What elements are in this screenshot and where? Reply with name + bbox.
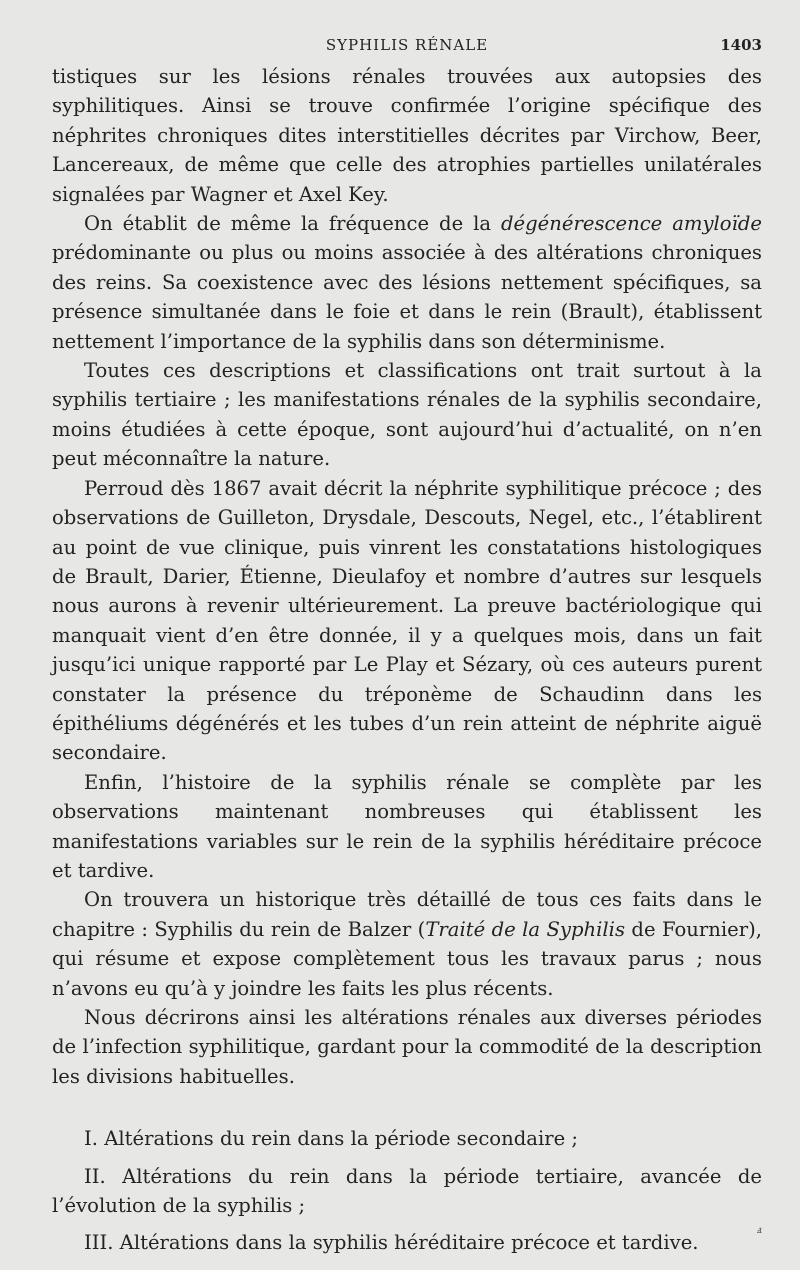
paragraph-1 <box>52 62 762 209</box>
page-number: 1403 <box>720 36 762 54</box>
list-item-3: III. Altérations dans la syphilis héréditaire précoce et tardive. <box>84 1231 699 1255</box>
paragraph-3 <box>52 356 762 474</box>
list-item-1: I. Altérations du rein dans la période secondaire ; <box>84 1127 578 1151</box>
text-run: Perroud dès 1867 avait décrit la néphrite syphilitique précoce ; des observations de Guilleton, Drysdale, Descouts, Negel, etc., l’établirent au point de vue clinique, puis vinrent les constatations histologiques de Brault, Darier, Étienne, Dieulafoy et nombre d’autres sur lesquels nous aurons à revenir ultérieurement. La preuve bactériologique qui manquait vient d’en être donnée, il y a quelques mois, dans un fait jusqu’ici unique rapporté par Le Play et Sézary, où ces auteurs purent constater la présence du tréponème de Schaudinn dans les épithéliums dégénérés et les tubes d’un rein atteint de néphrite aiguë secondaire. <box>52 476 762 765</box>
body-text <box>52 62 762 1266</box>
text-run: On trouvera un historique très détaillé de tous ces faits dans le chapitre : Syphilis du rein de Balzer ( <box>52 888 762 941</box>
italic-text: dégénérescence amyloïde <box>501 212 763 236</box>
text-run: prédominante ou plus ou moins associée à des altérations chroniques des reins. Sa coexistence avec des lésions nettement spécifiques, sa présence simultanée dans le foie et dans le rein (Brault), établissent nettement l’importance de la syphilis dans son déterminisme. <box>52 241 762 353</box>
text-run: Nous décrirons ainsi les altérations rénales aux diverses périodes de l’infection syphilitique, gardant pour la commodité de la description les divisions habituelles. <box>52 1006 762 1088</box>
page-header <box>52 36 762 58</box>
text-run: Toutes ces descriptions et classifications ont trait surtout à la syphilis tertiaire ; les manifestations rénales de la syphilis secondaire, moins étudiées à cette époque, sont aujourd’hui d’actualité, on n’en peut méconnaître la nature. <box>52 359 762 471</box>
text-run: Enfin, l’histoire de la syphilis rénale se complète par les observations maintenant nombreuses qui établissent les manifestations variables sur le rein de la syphilis héréditaire précoce et tardive. <box>52 770 762 882</box>
running-title: SYPHILIS RÉNALE <box>325 36 489 54</box>
paragraph-4 <box>52 474 762 768</box>
section-spacer <box>52 1091 762 1124</box>
list-item-2: II. Altérations du rein dans la période tertiaire, avancée de l’évolution de la syphilis ; <box>52 1164 762 1218</box>
text-run: de Fournier), qui résume et expose complètement tous les travaux parus ; nous n’avons eu qu’à y joindre les faits les plus récents. <box>52 917 762 1000</box>
paragraph-6 <box>52 885 762 1003</box>
text-run: On établit de même la fréquence de la <box>84 212 501 236</box>
text-run: tistiques sur les lésions rénales trouvées aux autopsies des syphilitiques. Ainsi se trouve confirmée l’origine spécifique des néphrites chroniques dites interstitielles décrites par Virchow, Beer, Lancereaux, de même que celle des atrophies partielles unilatérales signalées par Wagner et Axel Key. <box>52 65 762 206</box>
paragraph-5 <box>52 768 762 886</box>
italic-text: Traité de la Syphilis <box>425 917 626 941</box>
corner-mark: ⅎ <box>756 1225 762 1236</box>
paragraph-7 <box>52 1003 762 1091</box>
paragraph-2 <box>52 209 762 356</box>
